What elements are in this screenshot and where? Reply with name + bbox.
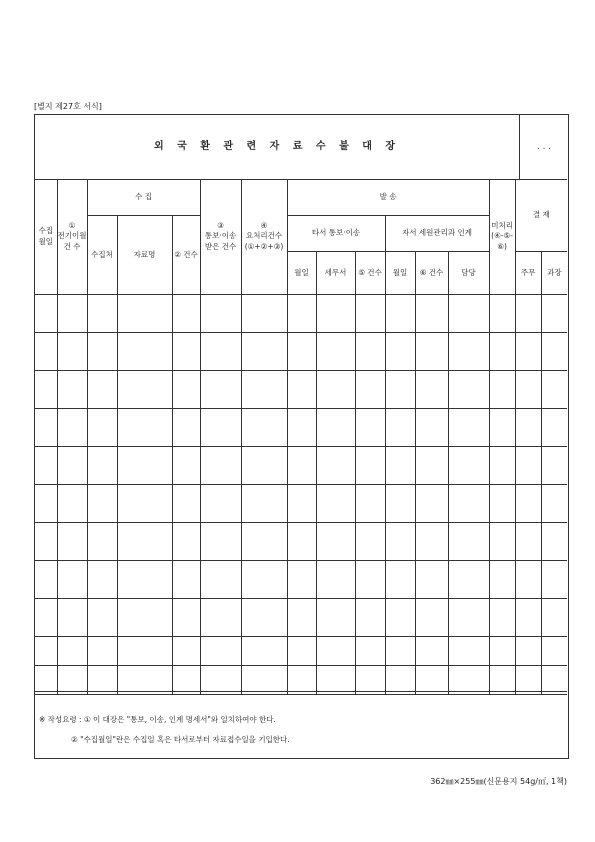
ledger-cell[interactable] [57, 447, 87, 485]
ledger-cell[interactable] [200, 561, 241, 599]
ledger-cell[interactable] [489, 485, 515, 523]
ledger-cell[interactable] [385, 523, 415, 561]
ledger-cell[interactable] [117, 637, 172, 666]
ledger-cell[interactable] [87, 371, 117, 409]
table-row [35, 523, 567, 561]
ledger-cell[interactable] [448, 599, 489, 637]
ledger-cell[interactable] [200, 447, 241, 485]
header-collect-material: 자료명 [117, 216, 172, 295]
header-collect: 수 집 [87, 179, 200, 216]
ledger-cell[interactable] [87, 485, 117, 523]
ledger-cell[interactable] [415, 295, 448, 333]
ledger-cell[interactable] [448, 371, 489, 409]
ledger-cell[interactable] [57, 485, 87, 523]
ledger-cell[interactable] [172, 523, 200, 561]
ledger-cell[interactable] [355, 295, 385, 333]
table-row [35, 409, 567, 447]
ledger-cell[interactable] [172, 637, 200, 666]
ledger-cell[interactable] [316, 371, 355, 409]
ledger-cell[interactable] [57, 637, 87, 666]
ledger-cell[interactable] [200, 637, 241, 666]
ledger-table [35, 179, 567, 695]
ledger-cell[interactable] [415, 447, 448, 485]
table-row [35, 447, 567, 485]
ledger-cell[interactable] [541, 409, 567, 447]
ledger-cell[interactable] [35, 523, 57, 561]
ledger-cell[interactable] [241, 561, 287, 599]
ledger-cell[interactable] [287, 561, 316, 599]
ledger-cell[interactable] [316, 523, 355, 561]
ledger-cell[interactable] [541, 295, 567, 333]
ledger-cell[interactable] [287, 333, 316, 371]
ledger-cell[interactable] [117, 447, 172, 485]
ledger-cell[interactable] [515, 599, 541, 637]
ledger-cell[interactable] [489, 371, 515, 409]
ledger-cell[interactable] [515, 447, 541, 485]
ledger-cell[interactable] [87, 637, 117, 666]
ledger-cell[interactable] [87, 561, 117, 599]
ledger-cell[interactable] [287, 523, 316, 561]
header-send-other-count: ⑤ 건수 [355, 252, 385, 295]
ledger-cell[interactable] [355, 561, 385, 599]
ledger-cell[interactable] [57, 561, 87, 599]
header-send: 발 송 [287, 179, 489, 216]
header-send-office: 세무서 [316, 252, 355, 295]
ledger-cell[interactable] [415, 599, 448, 637]
header-unprocessed: 미처리 (④-⑤-⑥) [489, 179, 515, 295]
table-row [35, 333, 567, 371]
ledger-cell[interactable] [515, 295, 541, 333]
ledger-cell[interactable] [316, 333, 355, 371]
ledger-cell[interactable] [316, 447, 355, 485]
ledger-cell[interactable] [117, 295, 172, 333]
ledger-cell[interactable] [385, 409, 415, 447]
ledger-cell[interactable] [117, 523, 172, 561]
header-approval-staff: 담당 [448, 252, 489, 295]
ledger-cell[interactable] [515, 371, 541, 409]
header-prev-count: ① 전기이월건 수 [57, 179, 87, 295]
ledger-cell[interactable] [489, 333, 515, 371]
ledger-cell[interactable] [355, 409, 385, 447]
ledger-cell[interactable] [515, 485, 541, 523]
ledger-cell[interactable] [385, 295, 415, 333]
ledger-cell[interactable] [355, 447, 385, 485]
ledger-cell[interactable] [316, 409, 355, 447]
header-send-other: 타서 통보·이송 [287, 216, 385, 252]
ledger-cell[interactable] [415, 409, 448, 447]
ledger-cell[interactable] [117, 599, 172, 637]
header-receipt-date: 수집월일 [35, 179, 57, 295]
ledger-cell[interactable] [35, 485, 57, 523]
ledger-cell[interactable] [200, 485, 241, 523]
ledger-cell[interactable] [117, 409, 172, 447]
ledger-cell[interactable] [541, 447, 567, 485]
ledger-cell[interactable] [448, 637, 489, 666]
ledger-cell[interactable] [200, 523, 241, 561]
table-row [35, 485, 567, 523]
ledger-cell[interactable] [385, 447, 415, 485]
ledger-cell[interactable] [172, 561, 200, 599]
ledger-cell[interactable] [489, 637, 515, 666]
ledger-cell[interactable] [316, 599, 355, 637]
form-label: [별지 제27호 서식] [34, 102, 102, 111]
ledger-cell[interactable] [200, 371, 241, 409]
header-send-self-count: ⑥ 건수 [415, 252, 448, 295]
header-notified: ③ 통보·이송 받은 건수 [200, 179, 241, 295]
ledger-cell[interactable] [385, 561, 415, 599]
ledger-cell[interactable] [172, 333, 200, 371]
ledger-cell[interactable] [172, 371, 200, 409]
ledger-cell[interactable] [385, 599, 415, 637]
ledger-cell[interactable] [87, 447, 117, 485]
ledger-cell[interactable] [241, 409, 287, 447]
ledger-cell[interactable] [117, 485, 172, 523]
ledger-cell[interactable] [117, 561, 172, 599]
ledger-cell[interactable] [448, 447, 489, 485]
form-title: 외 국 환 관 련 자 료 수 불 대 장 [153, 141, 401, 152]
ledger-cell[interactable] [415, 637, 448, 666]
header-approval: 결 재 [515, 179, 567, 252]
ledger-cell[interactable] [200, 599, 241, 637]
ledger-form [34, 114, 569, 759]
table-row [35, 637, 567, 666]
ledger-cell[interactable] [241, 333, 287, 371]
header-collect-count: ② 건수 [172, 216, 200, 295]
ledger-cell[interactable] [515, 561, 541, 599]
ledger-cell[interactable] [57, 333, 87, 371]
ledger-cell[interactable] [541, 561, 567, 599]
ledger-cell[interactable] [448, 295, 489, 333]
ledger-cell[interactable] [87, 409, 117, 447]
table-row [35, 295, 567, 333]
ledger-cell[interactable] [241, 295, 287, 333]
ledger-cell[interactable] [385, 485, 415, 523]
ledger-cell[interactable] [448, 333, 489, 371]
ledger-cell[interactable] [200, 333, 241, 371]
ledger-cell[interactable] [489, 295, 515, 333]
ledger-cell[interactable] [287, 599, 316, 637]
ledger-cell[interactable] [117, 371, 172, 409]
notes-section [35, 691, 567, 758]
header-send-self: 자서 세원관리과 인계 [385, 216, 489, 252]
ledger-cell[interactable] [287, 295, 316, 333]
ledger-cell[interactable] [448, 561, 489, 599]
header-approval-chief: 주무 [515, 252, 541, 295]
table-row [35, 599, 567, 637]
ledger-cell[interactable] [172, 409, 200, 447]
ledger-cell[interactable] [57, 599, 87, 637]
ledger-cell[interactable] [57, 409, 87, 447]
ledger-cell[interactable] [57, 523, 87, 561]
ledger-cell[interactable] [385, 637, 415, 666]
ledger-cell[interactable] [87, 295, 117, 333]
ledger-cell[interactable] [287, 371, 316, 409]
ledger-cell[interactable] [172, 599, 200, 637]
ledger-cell[interactable] [241, 637, 287, 666]
ledger-cell[interactable] [316, 637, 355, 666]
ledger-cell[interactable] [515, 409, 541, 447]
ledger-cell[interactable] [35, 333, 57, 371]
ledger-cell[interactable] [448, 485, 489, 523]
ledger-cell[interactable] [241, 599, 287, 637]
ledger-cell[interactable] [87, 333, 117, 371]
table-row [35, 561, 567, 599]
ledger-cell[interactable] [355, 637, 385, 666]
ledger-cell[interactable] [172, 485, 200, 523]
ledger-cell[interactable] [316, 561, 355, 599]
ledger-cell[interactable] [541, 371, 567, 409]
ledger-cell[interactable] [117, 333, 172, 371]
ledger-cell[interactable] [57, 371, 87, 409]
ledger-cell[interactable] [355, 333, 385, 371]
note-line-1: ※ 작성요령 : ① 이 대장은 "통보, 이송, 인계 명세서"와 일치하여야 한다. [39, 715, 276, 724]
ledger-cell[interactable] [355, 523, 385, 561]
ledger-cell[interactable] [415, 371, 448, 409]
ledger-cell[interactable] [35, 295, 57, 333]
date-cell: . . . [519, 115, 568, 179]
ledger-cell[interactable] [200, 409, 241, 447]
ledger-cell[interactable] [541, 637, 567, 666]
ledger-cell[interactable] [515, 523, 541, 561]
ledger-cell[interactable] [448, 409, 489, 447]
ledger-cell[interactable] [541, 523, 567, 561]
ledger-cell[interactable] [287, 447, 316, 485]
header-to-process: ④ 요처리건수 (①+②+③) [241, 179, 287, 295]
ledger-cell[interactable] [241, 371, 287, 409]
ledger-cell[interactable] [489, 409, 515, 447]
ledger-cell[interactable] [489, 447, 515, 485]
ledger-cell[interactable] [489, 561, 515, 599]
ledger-cell[interactable] [355, 485, 385, 523]
ledger-cell[interactable] [287, 485, 316, 523]
ledger-cell[interactable] [515, 637, 541, 666]
ledger-cell[interactable] [316, 485, 355, 523]
header-collect-source: 수집처 [87, 216, 117, 295]
ledger-cell[interactable] [385, 333, 415, 371]
ledger-cell[interactable] [489, 523, 515, 561]
ledger-cell[interactable] [241, 523, 287, 561]
header-send-date: 월일 [287, 252, 316, 295]
ledger-cell[interactable] [35, 409, 57, 447]
ledger-cell[interactable] [541, 333, 567, 371]
ledger-cell[interactable] [35, 447, 57, 485]
ledger-cell[interactable] [415, 523, 448, 561]
ledger-cell[interactable] [35, 371, 57, 409]
ledger-cell[interactable] [385, 371, 415, 409]
ledger-cell[interactable] [355, 371, 385, 409]
ledger-cell[interactable] [287, 409, 316, 447]
ledger-cell[interactable] [241, 447, 287, 485]
ledger-cell[interactable] [87, 523, 117, 561]
ledger-cell[interactable] [448, 523, 489, 561]
ledger-cell[interactable] [200, 295, 241, 333]
ledger-cell[interactable] [287, 637, 316, 666]
header-send-self-date: 월일 [385, 252, 415, 295]
ledger-cell[interactable] [415, 561, 448, 599]
ledger-cell[interactable] [241, 485, 287, 523]
ledger-cell[interactable] [35, 637, 57, 666]
paper-spec: 362㎜×255㎜(신문용지 54g/㎡, 1책) [430, 777, 567, 786]
note-line-2: ② "수집월일"란은 수집일 혹은 타서로부터 자료접수일을 기입한다. [71, 735, 290, 744]
ledger-cell[interactable] [35, 561, 57, 599]
ledger-cell[interactable] [57, 295, 87, 333]
ledger-cell[interactable] [172, 447, 200, 485]
ledger-cell[interactable] [415, 485, 448, 523]
ledger-cell[interactable] [355, 599, 385, 637]
ledger-cell[interactable] [172, 295, 200, 333]
title-row [35, 115, 567, 180]
ledger-cell[interactable] [515, 333, 541, 371]
header-approval-director: 과장 [541, 252, 567, 295]
ledger-cell[interactable] [541, 599, 567, 637]
ledger-cell[interactable] [316, 295, 355, 333]
ledger-cell[interactable] [541, 485, 567, 523]
ledger-cell[interactable] [35, 599, 57, 637]
ledger-cell[interactable] [489, 599, 515, 637]
ledger-cell[interactable] [87, 599, 117, 637]
table-row [35, 371, 567, 409]
ledger-cell[interactable] [415, 333, 448, 371]
